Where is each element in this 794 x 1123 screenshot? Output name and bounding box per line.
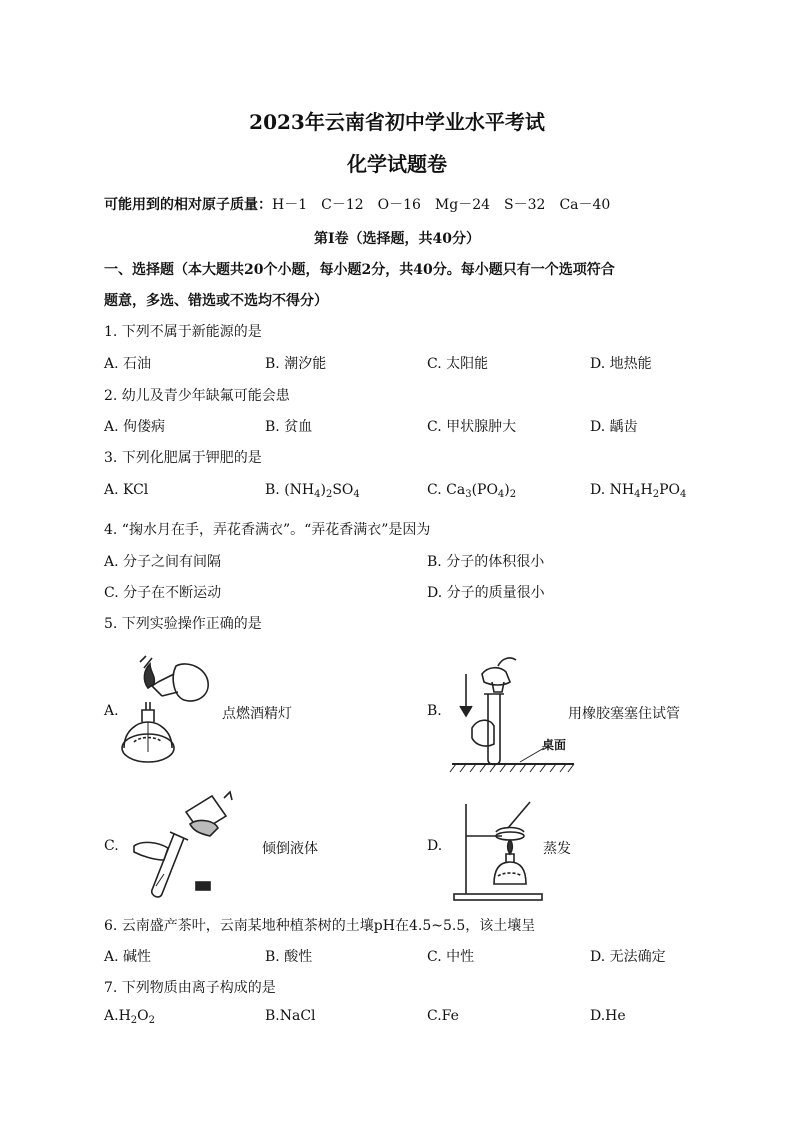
q5-stem: 5. 下列实验操作正确的是 — [104, 616, 262, 632]
part1-heading: 第Ⅰ卷（选择题，共40分） — [313, 231, 481, 247]
q5-option-b-label: 用橡胶塞塞住试管 — [568, 706, 680, 722]
q3-option-c: C. $Ca_3(PO_4)_2$ — [427, 482, 517, 500]
q3-option-d: D. $NH_4H_2PO_4$ — [590, 482, 687, 500]
q3-option-b: B. $(NH_4)_2SO_4$ — [265, 482, 360, 500]
test-tube-stopper-icon — [448, 652, 578, 772]
q4-option-d: D. 分子的质量很小 — [427, 585, 545, 601]
q4-stem: 4. “掬水月在手，弄花香满衣”。“弄花香满衣”是因为 — [104, 522, 431, 538]
q2-option-d: D. 龋齿 — [590, 419, 638, 435]
q5-option-d-label: 蒸发 — [543, 841, 571, 857]
q6-option-a: A. 碱性 — [104, 949, 152, 965]
atomic-mass-line — [104, 194, 610, 214]
exam-title: 2023年云南省初中学业水平考试 — [249, 110, 545, 134]
q6-option-b: B. 酸性 — [265, 949, 313, 965]
q2-option-b: B. 贫血 — [265, 419, 313, 435]
formula-kcl: KCl — [123, 482, 149, 498]
q2-option-a: A. 佝偻病 — [104, 419, 166, 435]
q4-option-a: A. 分子之间有间隔 — [104, 554, 222, 570]
q7-option-a: $A.H_2O_2$ — [104, 1008, 156, 1026]
q3-stem: 3. 下列化肥属于钾肥的是 — [104, 450, 262, 466]
q1-stem: 1. 下列不属于新能源的是 — [104, 324, 262, 340]
q5-option-c-letter: C. — [104, 838, 119, 854]
q6-stem: 6. 云南盛产茶叶，云南某地种植茶树的土壤pH在4.5~5.5，该土壤呈 — [104, 918, 536, 934]
q5-option-c-label: 倾倒液体 — [262, 841, 318, 857]
pouring-liquid-icon — [128, 790, 238, 900]
q6-option-c: C. 中性 — [427, 949, 475, 965]
q4-option-b: B. 分子的体积很小 — [427, 554, 545, 570]
q3-option-a: A. KCl — [104, 482, 149, 498]
q5-option-a-letter: A. — [104, 703, 119, 719]
section-instructions-line1: 一、选择题（本大题共20个小题，每小题2分，共40分。每小题只有一个选项符合 — [104, 262, 615, 278]
q1-option-a: A. 石油 — [104, 356, 152, 372]
q2-stem: 2. 幼儿及青少年缺氟可能会患 — [104, 388, 290, 404]
q5-option-b-letter: B. — [427, 703, 442, 719]
q7-option-c: C.Fe — [427, 1008, 459, 1024]
exam-subtitle: 化学试题卷 — [347, 152, 447, 176]
atomic-mass-values: H－1 C－12 O－16 Mg－24 S－32 Ca－40 — [272, 197, 611, 213]
alcohol-lamp-lighting-icon — [118, 652, 218, 772]
q1-option-b: B. 潮汐能 — [265, 356, 327, 372]
q2-option-c: C. 甲状腺肿大 — [427, 419, 517, 435]
q6-option-d: D. 无法确定 — [590, 949, 666, 965]
q5-option-a-label: 点燃酒精灯 — [222, 706, 292, 722]
q5-option-d-letter: D. — [427, 838, 443, 854]
q1-option-d: D. 地热能 — [590, 356, 652, 372]
q4-option-c: C. 分子在不断运动 — [104, 585, 222, 601]
desk-label: 桌面 — [542, 738, 567, 752]
atomic-mass-label: 可能用到的相对原子质量： — [104, 197, 272, 213]
q7-stem: 7. 下列物质由离子构成的是 — [104, 980, 276, 996]
section-instructions-line2: 题意，多选、错选或不选均不得分） — [104, 293, 328, 309]
q7-option-b: B.NaCl — [265, 1008, 316, 1024]
evaporation-setup-icon — [450, 796, 550, 902]
q7-option-d: D.He — [590, 1008, 626, 1024]
q1-option-c: C. 太阳能 — [427, 356, 489, 372]
